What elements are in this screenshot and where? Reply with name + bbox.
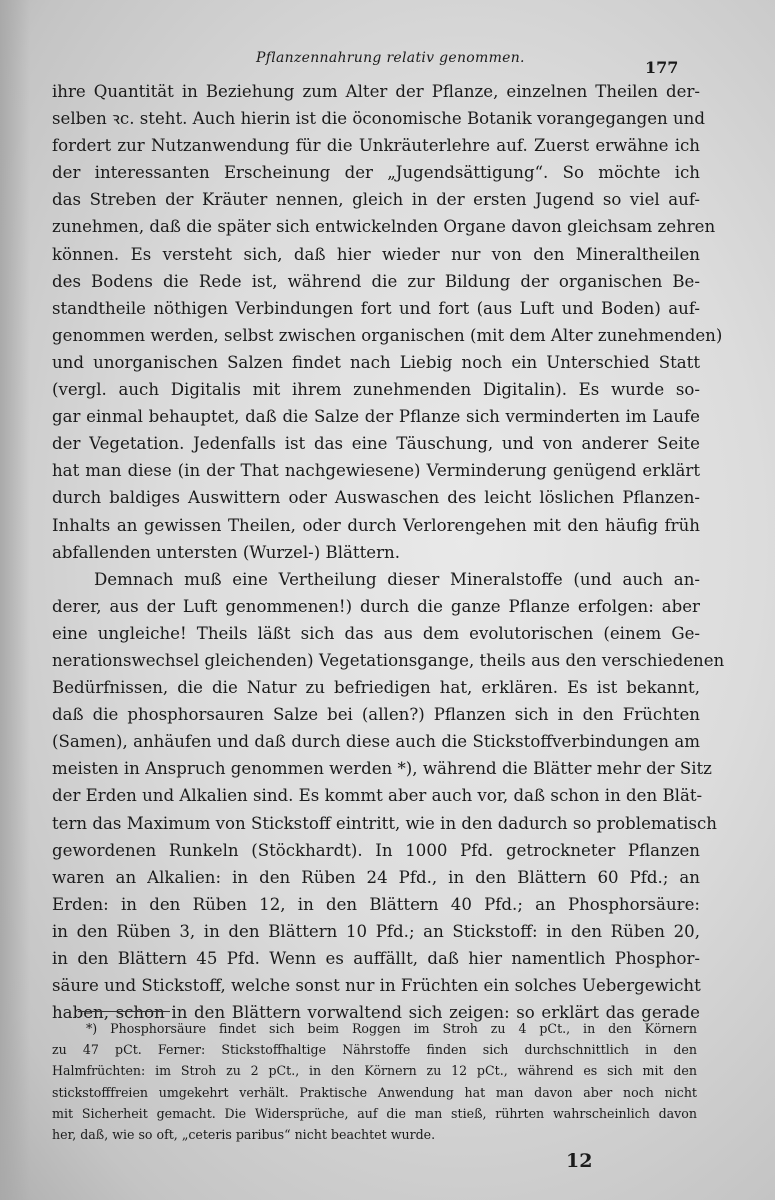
text-line: Erden: in den Rüben 12, in den Blättern 40 Pfd.; an Phosphorsäure:	[52, 894, 700, 914]
text-line: genommen werden, selbst zwischen organischen (mit dem Alter zunehmenden)	[52, 325, 723, 345]
text-line: haben, schon in den Blättern vorwaltend sich zeigen: so erklärt das gerade	[52, 1003, 700, 1023]
text-line: (vergl. auch Digitalis mit ihrem zunehmenden Digitalin). Es wurde so-	[52, 380, 700, 400]
signature-mark: 12	[566, 1150, 593, 1172]
text-line: der Erden und Alkalien sind. Es kommt aber auch vor, daß schon in den Blät-	[52, 786, 703, 806]
text-line: ihre Quantität in Beziehung zum Alter der Pflanze, einzelnen Theilen der-	[52, 82, 700, 101]
text-line: selben ꝛc. steht. Auch hierin ist die öconomische Botanik vorangegangen und	[52, 109, 705, 129]
footnote-line: *) Phosphorsäure findet sich beim Roggen im Stroh zu 4 pCt., in den Körnern	[86, 1021, 697, 1036]
text-line: in den Rüben 3, in den Blättern 10 Pfd.; an Stickstoff: in den Rüben 20,	[52, 921, 700, 941]
footnote	[52, 1018, 697, 1145]
text-line: tern das Maximum von Stickstoff eintritt, wie in den dadurch so problematisch	[52, 813, 717, 833]
running-title: Pflanzennahrung relativ genommen.	[256, 50, 525, 66]
text-line: in den Blättern 45 Pfd. Wenn es auffällt, daß hier namentlich Phosphor-	[52, 949, 700, 968]
text-line: fordert zur Nutzanwendung für die Unkräuterlehre auf. Zuerst erwähne ich	[52, 136, 700, 156]
text-line: Inhalts an gewissen Theilen, oder durch Verlorengehen mit den häufig früh	[52, 515, 700, 535]
text-line: Demnach muß eine Vertheilung dieser Mineralstoffe (und auch an-	[94, 569, 700, 589]
text-line: standtheile nöthigen Verbindungen fort und fort (aus Luft und Boden) auf-	[52, 298, 700, 318]
text-line: nerationswechsel gleichenden) Vegetationsgange, theils aus den verschiedenen	[52, 650, 725, 670]
text-line: und unorganischen Salzen findet nach Liebig noch ein Unterschied Statt	[52, 352, 700, 372]
text-line: des Bodens die Rede ist, während die zur Bildung der organischen Be-	[52, 271, 700, 291]
text-line: gar einmal behauptet, daß die Salze der Pflanze sich verminderten im Laufe	[52, 407, 700, 427]
text-line: hat man diese (in der That nachgewiesene) Verminderung genügend erklärt	[52, 461, 700, 481]
footnote-line: zu 47 pCt. Ferner: Stickstoffhaltige Nährstoffe finden sich durchschnittlich in den	[52, 1042, 697, 1058]
text-line: abfallenden untersten (Wurzel-) Blättern.	[52, 542, 400, 562]
text-line: waren an Alkalien: in den Rüben 24 Pfd., in den Blättern 60 Pfd.; an	[52, 867, 700, 887]
text-line: der interessanten Erscheinung der „Jugendsättigung“. So möchte ich	[52, 163, 700, 183]
text-line: das Streben der Kräuter nennen, gleich in der ersten Jugend so viel auf-	[52, 190, 700, 210]
footnote-line: her, daß, wie so oft, „ceteris paribus“ nicht beachtet wurde.	[52, 1126, 436, 1142]
text-line: (Samen), anhäufen und daß durch diese auch die Stickstoffverbindungen am	[52, 732, 700, 752]
text-line: daß die phosphorsauren Salze bei (allen?) Pflanzen sich in den Früchten	[52, 705, 700, 725]
footnote-line: mit Sicherheit gemacht. Die Widersprüche, auf die man stieß, rührten wahrscheinlich davon	[52, 1105, 697, 1121]
text-line: meisten in Anspruch genommen werden *), während die Blätter mehr der Sitz	[52, 759, 712, 779]
footnote-line: stickstofffreien umgekehrt verhält. Praktische Anwendung hat man davon aber noch nicht	[52, 1084, 697, 1100]
text-line: Bedürfnissen, die die Natur zu befriedigen hat, erklären. Es ist bekannt,	[52, 678, 700, 698]
footnote-line: Halmfrüchten: im Stroh zu 2 pCt., in den Körnern zu 12 pCt., während es sich mit den	[52, 1063, 697, 1079]
text-line: gewordenen Runkeln (Stöckhardt). In 1000 Pfd. getrockneter Pflanzen	[52, 840, 700, 860]
text-line: zunehmen, daß die später sich entwickelnden Organe davon gleichsam zehren	[52, 217, 716, 237]
text-line: säure und Stickstoff, welche sonst nur in Früchten ein solches Uebergewicht	[52, 976, 701, 996]
body-text	[52, 78, 725, 1026]
text-line: der Vegetation. Jedenfalls ist das eine Täuschung, und von anderer Seite	[52, 434, 700, 454]
page-number: 177	[645, 58, 679, 77]
text-line: durch baldiges Auswittern oder Auswaschen des leicht löslichen Pflanzen-	[52, 488, 700, 508]
text-line: können. Es versteht sich, daß hier wieder nur von den Mineraltheilen	[52, 244, 700, 264]
text-line: derer, aus der Luft genommenen!) durch die ganze Pflanze erfolgen: aber	[52, 596, 700, 616]
footnote-divider	[78, 1011, 170, 1012]
text-line: eine ungleiche! Theils läßt sich das aus dem evolutorischen (einem Ge-	[52, 623, 700, 643]
